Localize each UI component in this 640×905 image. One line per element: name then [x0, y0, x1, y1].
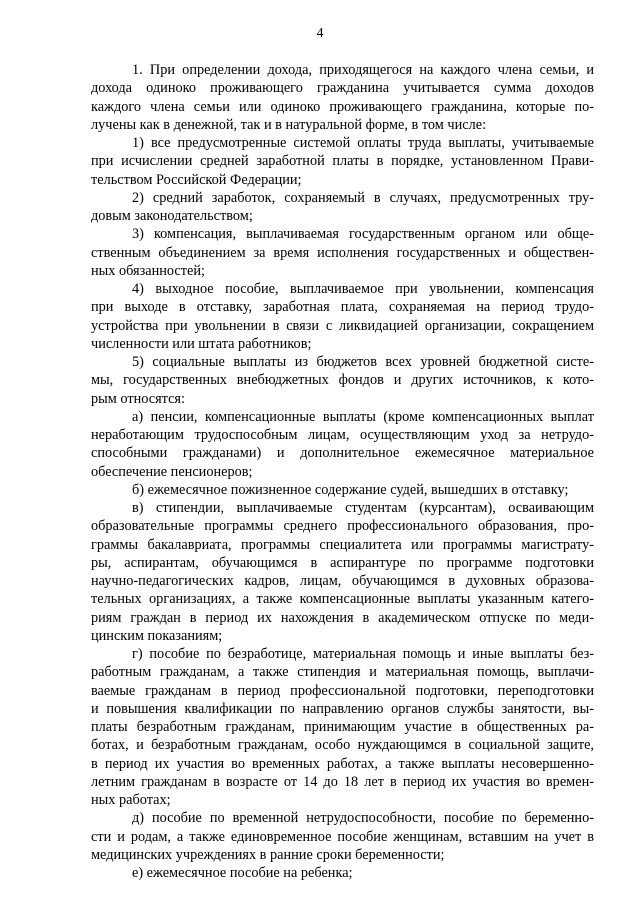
text-line: в) стипендии, выплачиваемые студентам (курсантам), осваивающим — [132, 500, 594, 516]
text-line: платы безработным гражданам, принимающим участие в общественных ра- — [91, 719, 594, 735]
text-line: ных обязанностей; — [91, 262, 205, 279]
text-line: дохода одиноко проживающего гражданина учитывается сумма доходов — [91, 80, 594, 97]
text-line: тельством Российской Федерации; — [91, 171, 302, 188]
text-line: б) ежемесячное пожизненное содержание судей, вышедших в отставку; — [132, 481, 569, 498]
text-line: г) пособие по безработице, материальная помощь и иные выплаты без- — [132, 646, 594, 662]
text-line: 4) выходное пособие, выплачиваемое при увольнении, компенсация — [132, 281, 594, 297]
page-number: 4 — [316, 26, 324, 41]
text-line: ваемые гражданам в период профессиональной подготовки, переподготовки — [91, 682, 594, 699]
text-line: тельных организациях, а также компенсационные выплаты указанным катего- — [91, 591, 594, 608]
text-line: медицинских учреждениях в ранние сроки беременности; — [91, 846, 445, 863]
text-line: е) ежемесячное пособие на ребенка; — [132, 865, 353, 881]
document-body — [91, 61, 594, 882]
text-line: обеспечение пенсионеров; — [91, 463, 253, 480]
text-line: д) пособие по временной нетрудоспособности, пособие по беременно- — [132, 810, 594, 827]
text-line: рым относятся: — [91, 390, 185, 407]
text-line: 3) компенсация, выплачиваемая государственным органом или обще- — [132, 226, 594, 243]
text-line: и повышения квалификации по направлению органов службы занятости, вы- — [91, 700, 594, 717]
text-line: научно-педагогических кадров, лицам, обучающимся в духовных образова- — [91, 573, 594, 589]
text-line: 2) средний заработок, сохраняемый в случаях, предусмотренных тру- — [132, 189, 594, 206]
text-line: летним гражданам в возрасте от 14 до 18 лет в период их участия во времен- — [91, 773, 594, 790]
text-line: работным гражданам, а также стипендия и материальная помощь, выплачи- — [91, 664, 594, 681]
text-line: а) пенсии, компенсационные выплаты (кроме компенсационных выплат — [132, 408, 594, 425]
text-line: цинским показаниям; — [91, 627, 223, 644]
text-line: каждого члена семьи или одиноко проживающего гражданина, которые по- — [91, 98, 594, 115]
text-line: довым законодательством; — [91, 208, 253, 224]
text-line: при выходе в отставку, заработная плата, сохраняемая на период трудо- — [91, 299, 594, 316]
text-line: устройства при увольнении в связи с ликвидацией организации, сокращением — [91, 317, 594, 334]
text-line: образовательные программы среднего профессионального образования, про- — [91, 518, 594, 535]
text-line: ботах, и безработным гражданам, особо нуждающимся в социальной защите, — [91, 737, 594, 754]
text-line: 1) все предусмотренные системой оплаты труда выплаты, учитываемые — [132, 135, 594, 151]
text-line: граммы бакалавриата, программы специалитета или программы магистрату- — [91, 536, 594, 553]
text-line: ры, аспирантам, обучающимся в аспирантуре по программе подготовки — [91, 554, 594, 571]
text-line: 1. При определении дохода, приходящегося на каждого члена семьи, и — [132, 62, 594, 78]
text-line: при исчислении средней заработной платы в порядке, установленном Прави- — [91, 153, 594, 170]
text-line: численности или штата работников; — [91, 335, 312, 352]
text-line: способными гражданами) и дополнительное ежемесячное материальное — [91, 445, 594, 462]
text-line: сти и родам, а также единовременное пособие женщинам, вставшим на учет в — [91, 828, 594, 845]
text-line: ственным объединением за время исполнения государственных и обществен- — [91, 244, 594, 261]
text-line: риям граждан в период их нахождения в академическом отпуске по меди- — [91, 609, 594, 626]
text-line: неработающим трудоспособным лицам, осуществляющим уход за нетрудо- — [91, 427, 594, 443]
text-line: мы, государственных внебюджетных фондов и других источников, к кото- — [91, 372, 594, 389]
text-line: в период их участия во временных работах, а также выплаты несовершенно- — [91, 755, 594, 772]
text-line: лучены как в денежной, так и в натуральной форме, в том числе: — [91, 116, 487, 133]
text-line: 5) социальные выплаты из бюджетов всех уровней бюджетной систе- — [132, 354, 594, 370]
text-line: ных работах; — [91, 792, 171, 808]
